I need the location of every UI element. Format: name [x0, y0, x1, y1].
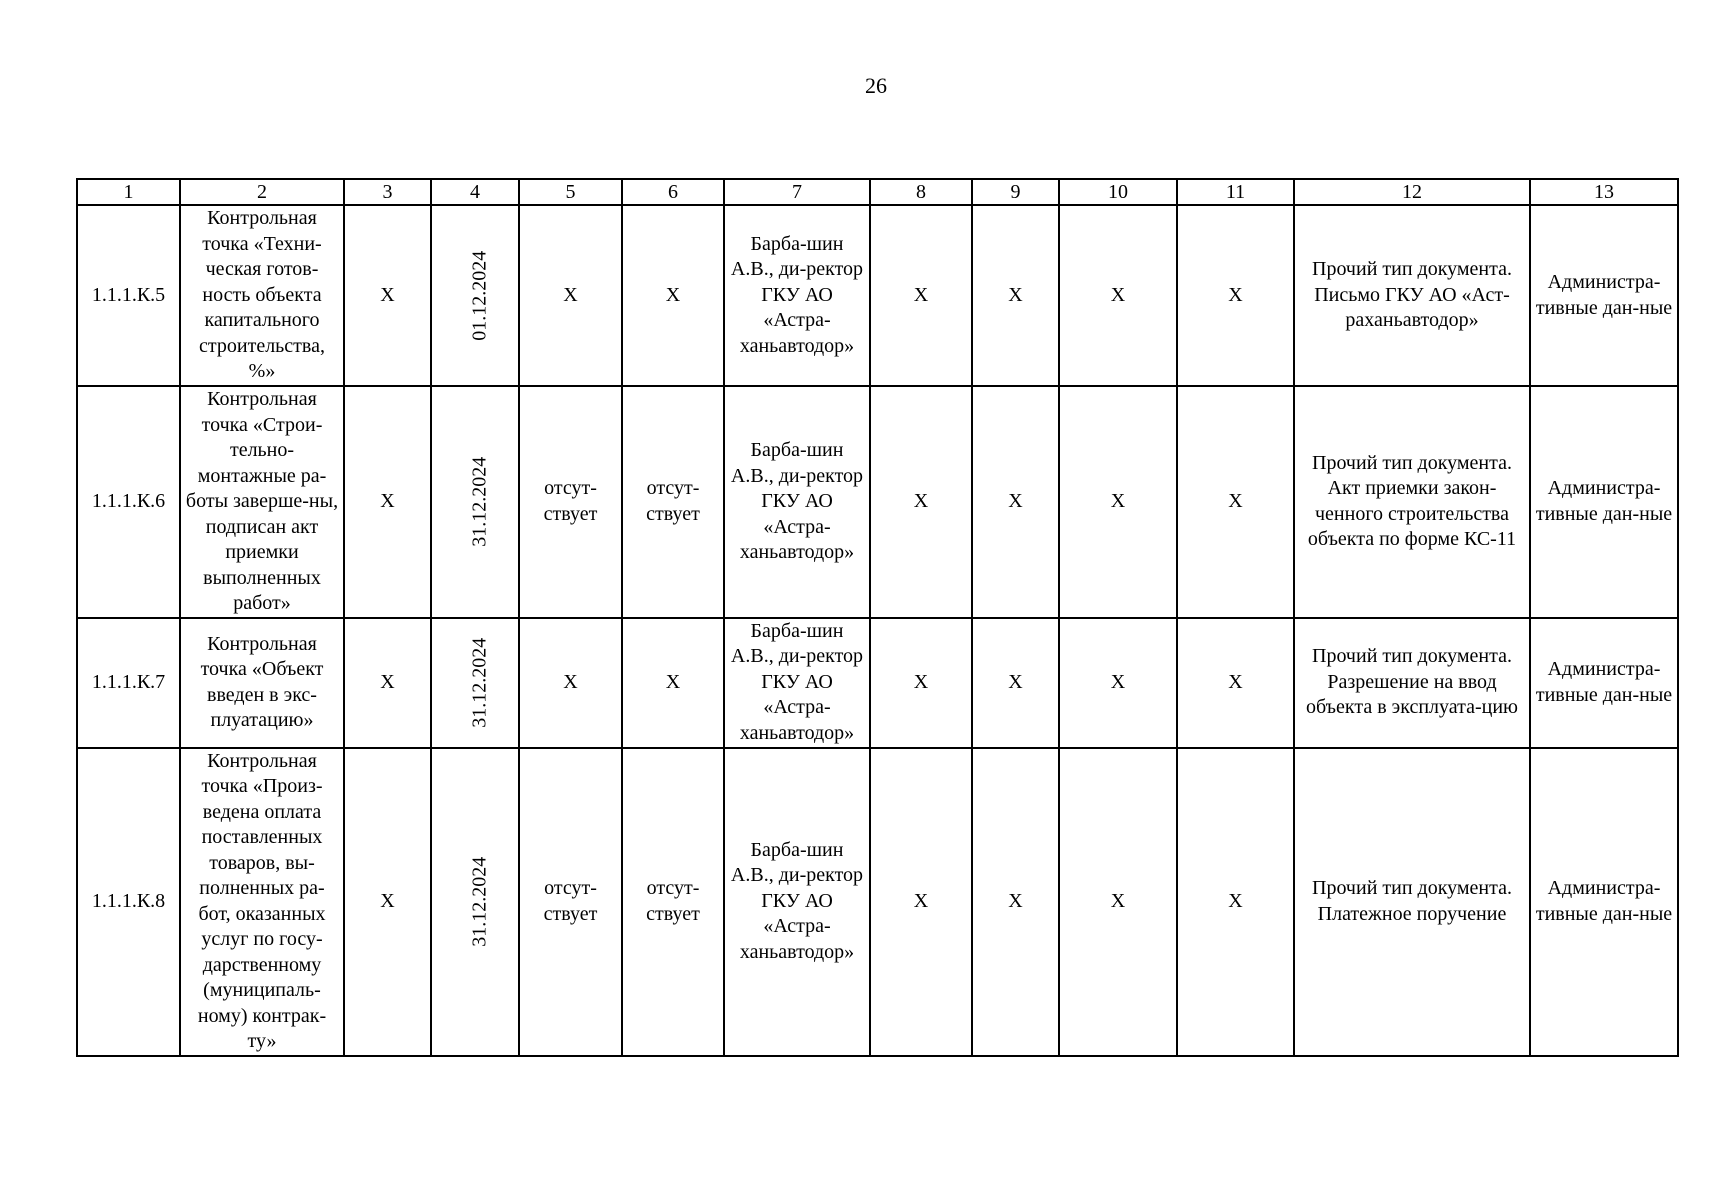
- date-cell: [431, 386, 519, 618]
- document-type: Прочий тип документа. Разрешение на ввод объекта в эксплуата-цию: [1294, 618, 1530, 748]
- cell-col-6: Х: [622, 618, 724, 748]
- col-header-3: 3: [344, 179, 431, 205]
- row-id: 1.1.1.К.8: [77, 748, 180, 1056]
- date-cell: [431, 205, 519, 386]
- data-source: Администра-тивные дан-ные: [1530, 386, 1678, 618]
- cell-col-11: Х: [1177, 618, 1294, 748]
- date-text: 31.12.2024: [468, 456, 491, 547]
- cell-col-9: Х: [972, 748, 1059, 1056]
- col-header-1: 1: [77, 179, 180, 205]
- row-id: 1.1.1.К.7: [77, 618, 180, 748]
- date-cell: [431, 618, 519, 748]
- cell-col-6: Х: [622, 205, 724, 386]
- row-id: 1.1.1.К.6: [77, 386, 180, 618]
- col-header-6: 6: [622, 179, 724, 205]
- control-point-name: Контрольная точка «Техни-ческая готов-ность объекта капитального строительства, %»: [180, 205, 344, 386]
- cell-col-10: Х: [1059, 205, 1177, 386]
- col-header-8: 8: [870, 179, 972, 205]
- date-text: 01.12.2024: [468, 250, 491, 341]
- cell-col-10: Х: [1059, 748, 1177, 1056]
- table-row: [77, 618, 1678, 748]
- col-header-7: 7: [724, 179, 870, 205]
- control-point-name: Контрольная точка «Произ-ведена оплата поставленных товаров, вы-полненных ра-бот, оказанных услуг по госу-дарственному (муниципаль-ному) контрак-ту»: [180, 748, 344, 1056]
- cell-col-11: Х: [1177, 748, 1294, 1056]
- cell-col-5: Х: [519, 205, 622, 386]
- cell-col-10: Х: [1059, 386, 1177, 618]
- cell-col-9: Х: [972, 205, 1059, 386]
- col-header-12: 12: [1294, 179, 1530, 205]
- control-point-name: Контрольная точка «Объект введен в экс-плуатацию»: [180, 618, 344, 748]
- cell-col-3: Х: [344, 386, 431, 618]
- control-point-name: Контрольная точка «Строи-тельно-монтажные ра-боты заверше-ны, подписан акт приемки выполненных работ»: [180, 386, 344, 618]
- data-source: Администра-тивные дан-ные: [1530, 748, 1678, 1056]
- row-id: 1.1.1.К.5: [77, 205, 180, 386]
- cell-col-9: Х: [972, 618, 1059, 748]
- cell-col-11: Х: [1177, 386, 1294, 618]
- cell-col-8: Х: [870, 386, 972, 618]
- responsible-person: Барба-шин А.В., ди-ректор ГКУ АО «Астра-ханьавтодор»: [724, 748, 870, 1056]
- col-header-11: 11: [1177, 179, 1294, 205]
- control-points-table: [76, 178, 1679, 1057]
- page-number: 26: [865, 73, 887, 98]
- data-source: Администра-тивные дан-ные: [1530, 618, 1678, 748]
- cell-col-8: Х: [870, 205, 972, 386]
- cell-col-9: Х: [972, 386, 1059, 618]
- document-type: Прочий тип документа. Письмо ГКУ АО «Аст-раханьавтодор»: [1294, 205, 1530, 386]
- data-source: Администра-тивные дан-ные: [1530, 205, 1678, 386]
- responsible-person: Барба-шин А.В., ди-ректор ГКУ АО «Астра-ханьавтодор»: [724, 386, 870, 618]
- table-row: [77, 205, 1678, 386]
- cell-col-8: Х: [870, 748, 972, 1056]
- cell-col-5: отсут-ствует: [519, 386, 622, 618]
- cell-col-3: Х: [344, 618, 431, 748]
- cell-col-11: Х: [1177, 205, 1294, 386]
- responsible-person: Барба-шин А.В., ди-ректор ГКУ АО «Астра-ханьавтодор»: [724, 205, 870, 386]
- cell-col-6: отсут-ствует: [622, 386, 724, 618]
- col-header-4: 4: [431, 179, 519, 205]
- document-type: Прочий тип документа. Платежное поручение: [1294, 748, 1530, 1056]
- cell-col-6: отсут-ствует: [622, 748, 724, 1056]
- cell-col-5: отсут-ствует: [519, 748, 622, 1056]
- cell-col-3: Х: [344, 748, 431, 1056]
- col-header-13: 13: [1530, 179, 1678, 205]
- col-header-9: 9: [972, 179, 1059, 205]
- date-cell: [431, 748, 519, 1056]
- cell-col-3: Х: [344, 205, 431, 386]
- col-header-10: 10: [1059, 179, 1177, 205]
- cell-col-5: Х: [519, 618, 622, 748]
- table-row: [77, 748, 1678, 1056]
- col-header-2: 2: [180, 179, 344, 205]
- document-type: Прочий тип документа. Акт приемки закон-ченного строительства объекта по форме КС-11: [1294, 386, 1530, 618]
- table-row: [77, 386, 1678, 618]
- cell-col-8: Х: [870, 618, 972, 748]
- responsible-person: Барба-шин А.В., ди-ректор ГКУ АО «Астра-ханьавтодор»: [724, 618, 870, 748]
- col-header-5: 5: [519, 179, 622, 205]
- cell-col-10: Х: [1059, 618, 1177, 748]
- date-text: 31.12.2024: [468, 637, 491, 728]
- date-text: 31.12.2024: [468, 856, 491, 947]
- header-row: [77, 179, 1678, 205]
